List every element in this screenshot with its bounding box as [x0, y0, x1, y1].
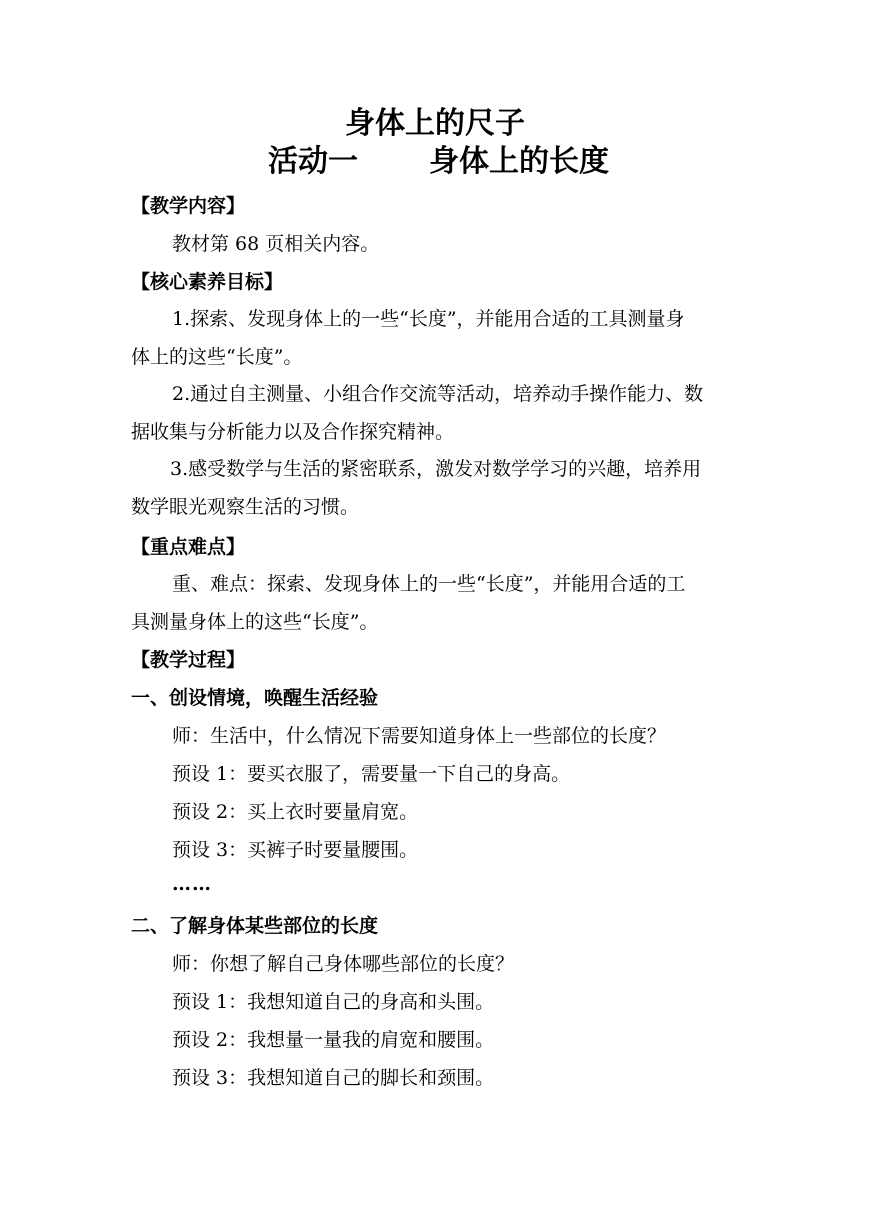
section-heading-goals: 【核心素养目标】	[131, 271, 284, 293]
goal-2-line-1: 2.通过自主测量、小组合作交流等活动，培养动手操作能力、数	[172, 383, 704, 405]
activity-subtitle	[0, 142, 870, 186]
content-text: 教材第 68 页相关内容。	[172, 233, 380, 255]
goal-3-line-1: 3.感受数学与生活的紧密联系，激发对数学学习的兴趣，培养用	[170, 458, 702, 480]
part-2-preset-1: 预设 1：我想知道自己的身高和头围。	[172, 991, 495, 1013]
goal-3-line-2: 数学眼光观察生活的习惯。	[131, 496, 360, 518]
part-1-preset-2: 预设 2：买上衣时要量肩宽。	[172, 801, 419, 823]
part-2-teacher-question: 师：你想了解自己身体哪些部位的长度？	[172, 953, 515, 975]
part-2-heading: 二、了解身体某些部位的长度	[131, 915, 379, 937]
part-2-preset-2: 预设 2：我想量一量我的肩宽和腰围。	[172, 1029, 495, 1051]
goal-1-line-1: 1.探索、发现身体上的一些“长度”，并能用合适的工具测量身	[172, 308, 685, 330]
goal-2-line-2: 据收集与分析能力以及合作探究精神。	[131, 421, 455, 443]
part-1-ellipsis: ……	[172, 873, 212, 895]
section-heading-key-points: 【重点难点】	[131, 536, 246, 558]
key-points-line-2: 具测量身体上的这些“长度”。	[131, 611, 379, 633]
activity-number: 活动一	[268, 144, 358, 179]
goal-1-line-2: 体上的这些“长度”。	[131, 346, 303, 368]
part-1-preset-1: 预设 1：要买衣服了，需要量一下自己的身高。	[172, 763, 571, 785]
key-points-line-1: 重、难点：探索、发现身体上的一些“长度”，并能用合适的工	[172, 573, 686, 595]
part-1-teacher-question: 师：生活中，什么情况下需要知道身体上一些部位的长度？	[172, 725, 667, 747]
section-heading-content: 【教学内容】	[131, 195, 246, 217]
part-1-heading: 一、创设情境，唤醒生活经验	[131, 687, 379, 709]
document-title: 身体上的尺子	[345, 106, 525, 141]
part-1-preset-3: 预设 3：买裤子时要量腰围。	[172, 839, 419, 861]
part-2-preset-3: 预设 3：我想知道自己的脚长和颈围。	[172, 1067, 495, 1089]
section-heading-process: 【教学过程】	[131, 649, 246, 671]
activity-name: 身体上的长度	[429, 144, 609, 179]
